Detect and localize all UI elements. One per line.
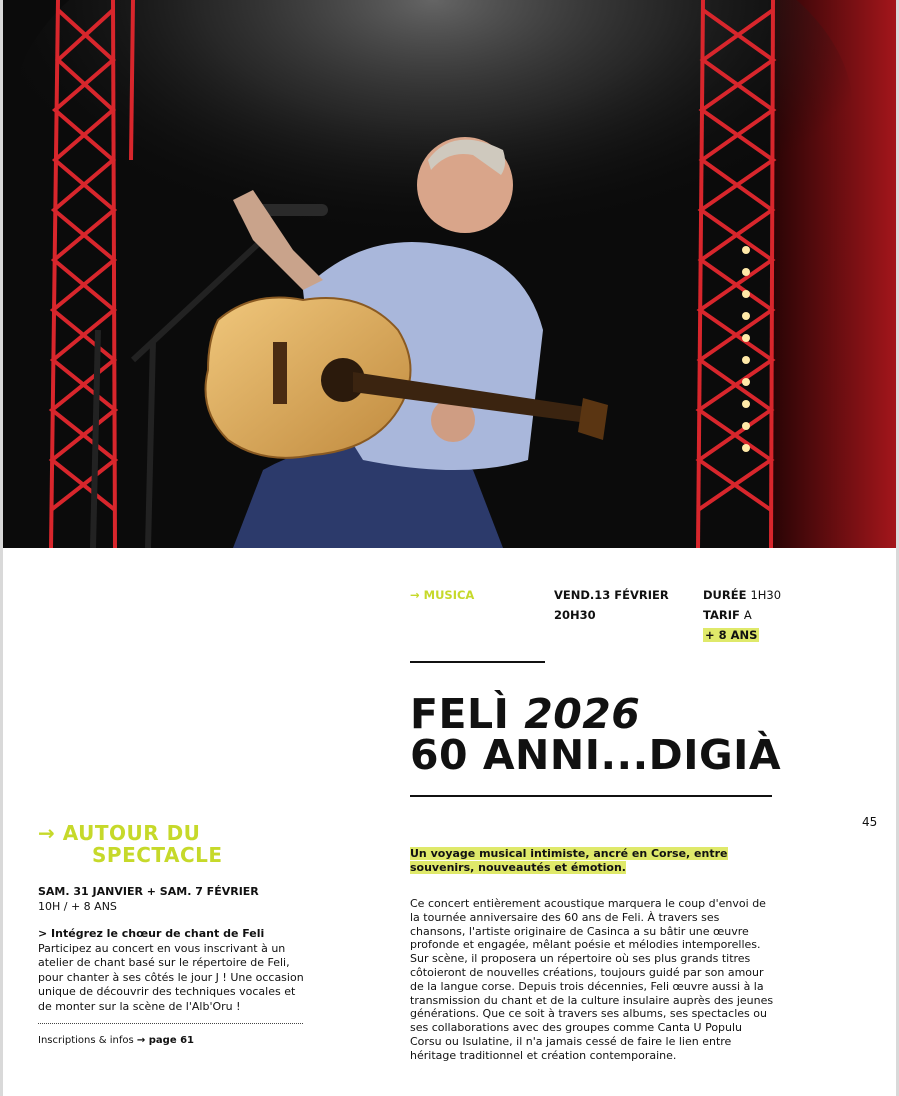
title-year: 2026 xyxy=(524,690,641,738)
title-name: FELÌ xyxy=(410,690,510,738)
date-line: VEND.13 FÉVRIER xyxy=(554,588,669,602)
event-date xyxy=(554,585,669,625)
page-link[interactable]: → page 61 xyxy=(136,1035,195,1046)
side-time-age: 10H / + 8 ANS xyxy=(38,900,117,913)
duration xyxy=(703,585,781,605)
side-heading-line2: SPECTACLE xyxy=(92,843,223,867)
duration-label: DURÉE xyxy=(703,588,747,602)
age-badge: + 8 ANS xyxy=(705,628,758,642)
tarif xyxy=(703,605,781,625)
dotted-divider xyxy=(38,1023,303,1024)
divider xyxy=(410,661,545,663)
lead-highlight: Un voyage musical intimiste, ancré en Corse, entre souvenirs, nouveautés et émotion. xyxy=(410,847,728,874)
divider xyxy=(410,795,772,797)
page-number: 45 xyxy=(862,815,878,829)
tarif-value: A xyxy=(743,608,752,622)
side-paragraph: Participez au concert en vous inscrivant à un atelier de chant basé sur le répertoire de Feli, pour chanter à ses côtés le jour J ! Une occasion unique de découvrir des techniques vocales et de monter sur la scène de l'Alb'Oru ! xyxy=(38,941,304,1013)
side-date-line: SAM. 31 JANVIER + SAM. 7 FÉVRIER xyxy=(38,885,259,898)
body-paragraph: Ce concert entièrement acoustique marquera le coup d'envoi de la tournée anniversaire des 60 ans de Feli. À travers ses chansons, l'artiste originaire de Casinca a su bâtir une œuvre profonde et engagée, mêlant poésie et mélodies intemporelles. Sur scène, il proposera un répertoire où ses plus grands titres côtoieront de nouvelles créations, toujours guidé par son amour de la langue corse. Depuis trois décennies, Feli œuvre aussi à la transmission du chant et de la culture insulaire auprès des jeunes générations. Que ce soit à travers ses albums, ses spectacles ou ses collaborations avec des groupes comme Canta U Populu Corsu ou Isulatine, il n'a jamais cessé de faire le lien entre héritage traditionnel et création contemporaine. xyxy=(410,897,774,1062)
category-label: → MUSICA xyxy=(410,588,475,602)
side-body xyxy=(38,927,308,1014)
side-heading xyxy=(38,822,223,866)
concert-photo xyxy=(3,0,896,548)
event-specs xyxy=(703,585,781,645)
title-subtitle: 60 ANNI...DIGIÀ xyxy=(410,731,782,779)
concert-photo-illustration xyxy=(3,0,896,548)
time-line: 20H30 xyxy=(554,608,596,622)
side-heading-line1: → AUTOUR DU xyxy=(38,821,201,845)
side-footer xyxy=(38,1035,194,1046)
lead-paragraph xyxy=(410,847,770,875)
duration-value: 1H30 xyxy=(750,588,782,602)
side-dates xyxy=(38,884,259,914)
page-title xyxy=(410,690,782,779)
side-subheading: > Intégrez le chœur de chant de Feli xyxy=(38,927,265,940)
tarif-label: TARIF xyxy=(703,608,740,622)
side-footer-prefix: Inscriptions & infos xyxy=(38,1035,137,1046)
